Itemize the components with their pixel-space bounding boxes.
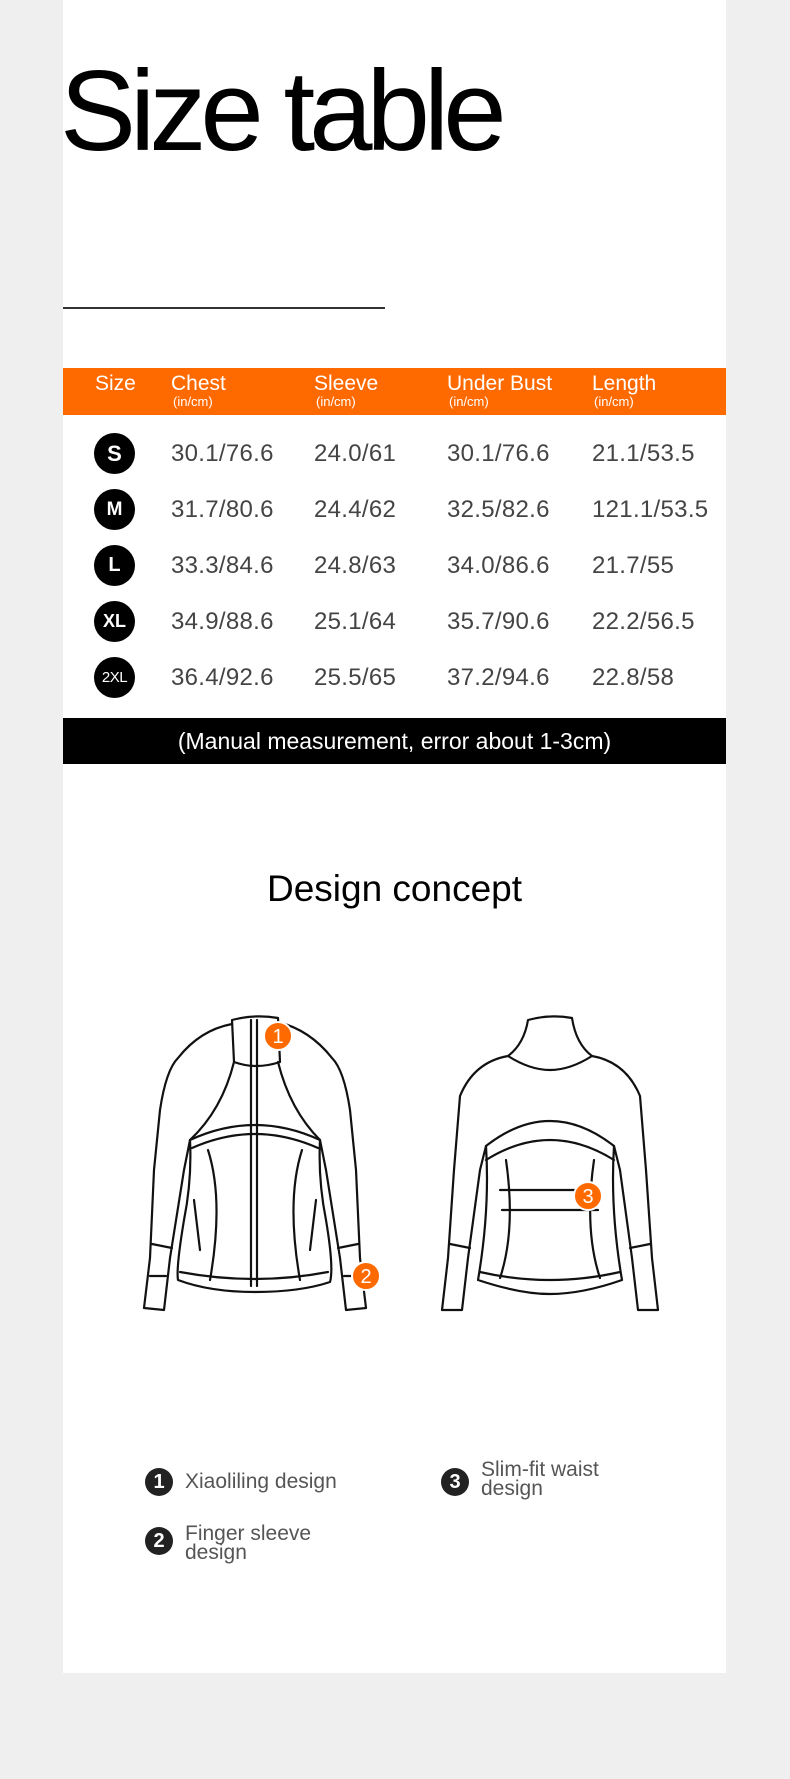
length-value: 121.1/53.5 <box>592 496 709 523</box>
feature-marker-1 <box>264 1022 292 1050</box>
title-divider <box>63 307 385 309</box>
column-unit: (in/cm) <box>449 394 489 409</box>
table-row <box>63 538 726 594</box>
content-card <box>63 0 726 1673</box>
column-header-chest <box>171 373 226 408</box>
length-value: 22.2/56.5 <box>592 608 695 635</box>
sleeve-value: 24.0/61 <box>314 440 397 467</box>
design-concept-title: Design concept <box>266 868 523 909</box>
length-value: 21.1/53.5 <box>592 440 695 467</box>
page-title: Size table <box>60 48 501 175</box>
size-badge: XL <box>94 601 135 642</box>
column-header-under-bust <box>447 373 552 408</box>
legend-number: 2 <box>145 1527 173 1555</box>
legend-text: Finger sleeve design <box>185 1522 312 1564</box>
chest-value: 31.7/80.6 <box>171 496 274 523</box>
sleeve-value: 25.5/65 <box>314 664 397 691</box>
marker-label: 3 <box>582 1186 594 1208</box>
chest-value: 34.9/88.6 <box>171 608 274 635</box>
feature-marker-2 <box>352 1262 380 1290</box>
size-badge: 2XL <box>94 657 135 698</box>
table-row <box>63 594 726 650</box>
under-bust-value: 32.5/82.6 <box>447 496 550 523</box>
jacket-front-illustration <box>144 1016 366 1310</box>
marker-label: 2 <box>360 1266 372 1288</box>
measurement-note: (Manual measurement, error about 1-3cm) <box>63 718 726 764</box>
length-value: 21.7/55 <box>592 552 675 579</box>
legend-text: Slim-fit waist design <box>481 1458 599 1500</box>
size-badge: S <box>94 433 135 474</box>
table-row <box>63 482 726 538</box>
column-header-length <box>592 373 656 408</box>
sleeve-value: 25.1/64 <box>314 608 397 635</box>
column-label: Length <box>592 372 657 395</box>
legend-number: 1 <box>145 1468 173 1496</box>
under-bust-value: 35.7/90.6 <box>447 608 550 635</box>
column-label: Size <box>95 372 136 395</box>
column-unit: (in/cm) <box>594 394 634 409</box>
jacket-illustrations <box>130 1000 670 1330</box>
length-value: 22.8/58 <box>592 664 675 691</box>
sleeve-value: 24.8/63 <box>314 552 397 579</box>
column-label: Sleeve <box>314 372 379 395</box>
size-badge: M <box>94 489 135 530</box>
jacket-back-illustration <box>442 1016 658 1310</box>
size-table-header <box>63 368 726 415</box>
table-row <box>63 650 726 706</box>
column-unit: (in/cm) <box>173 394 213 409</box>
chest-value: 33.3/84.6 <box>171 552 274 579</box>
column-label: Under Bust <box>447 372 553 395</box>
legend-text: Xiaoliling design <box>185 1470 337 1493</box>
table-row <box>63 426 726 482</box>
column-header-sleeve <box>314 373 378 408</box>
under-bust-value: 34.0/86.6 <box>447 552 550 579</box>
marker-label: 1 <box>272 1026 284 1048</box>
under-bust-value: 37.2/94.6 <box>447 664 550 691</box>
sleeve-value: 24.4/62 <box>314 496 397 523</box>
under-bust-value: 30.1/76.6 <box>447 440 550 467</box>
column-header-size <box>95 373 136 395</box>
feature-marker-3 <box>574 1182 602 1210</box>
legend-number: 3 <box>441 1468 469 1496</box>
size-badge: L <box>94 545 135 586</box>
column-label: Chest <box>171 372 226 395</box>
chest-value: 30.1/76.6 <box>171 440 274 467</box>
column-unit: (in/cm) <box>316 394 356 409</box>
chest-value: 36.4/92.6 <box>171 664 274 691</box>
